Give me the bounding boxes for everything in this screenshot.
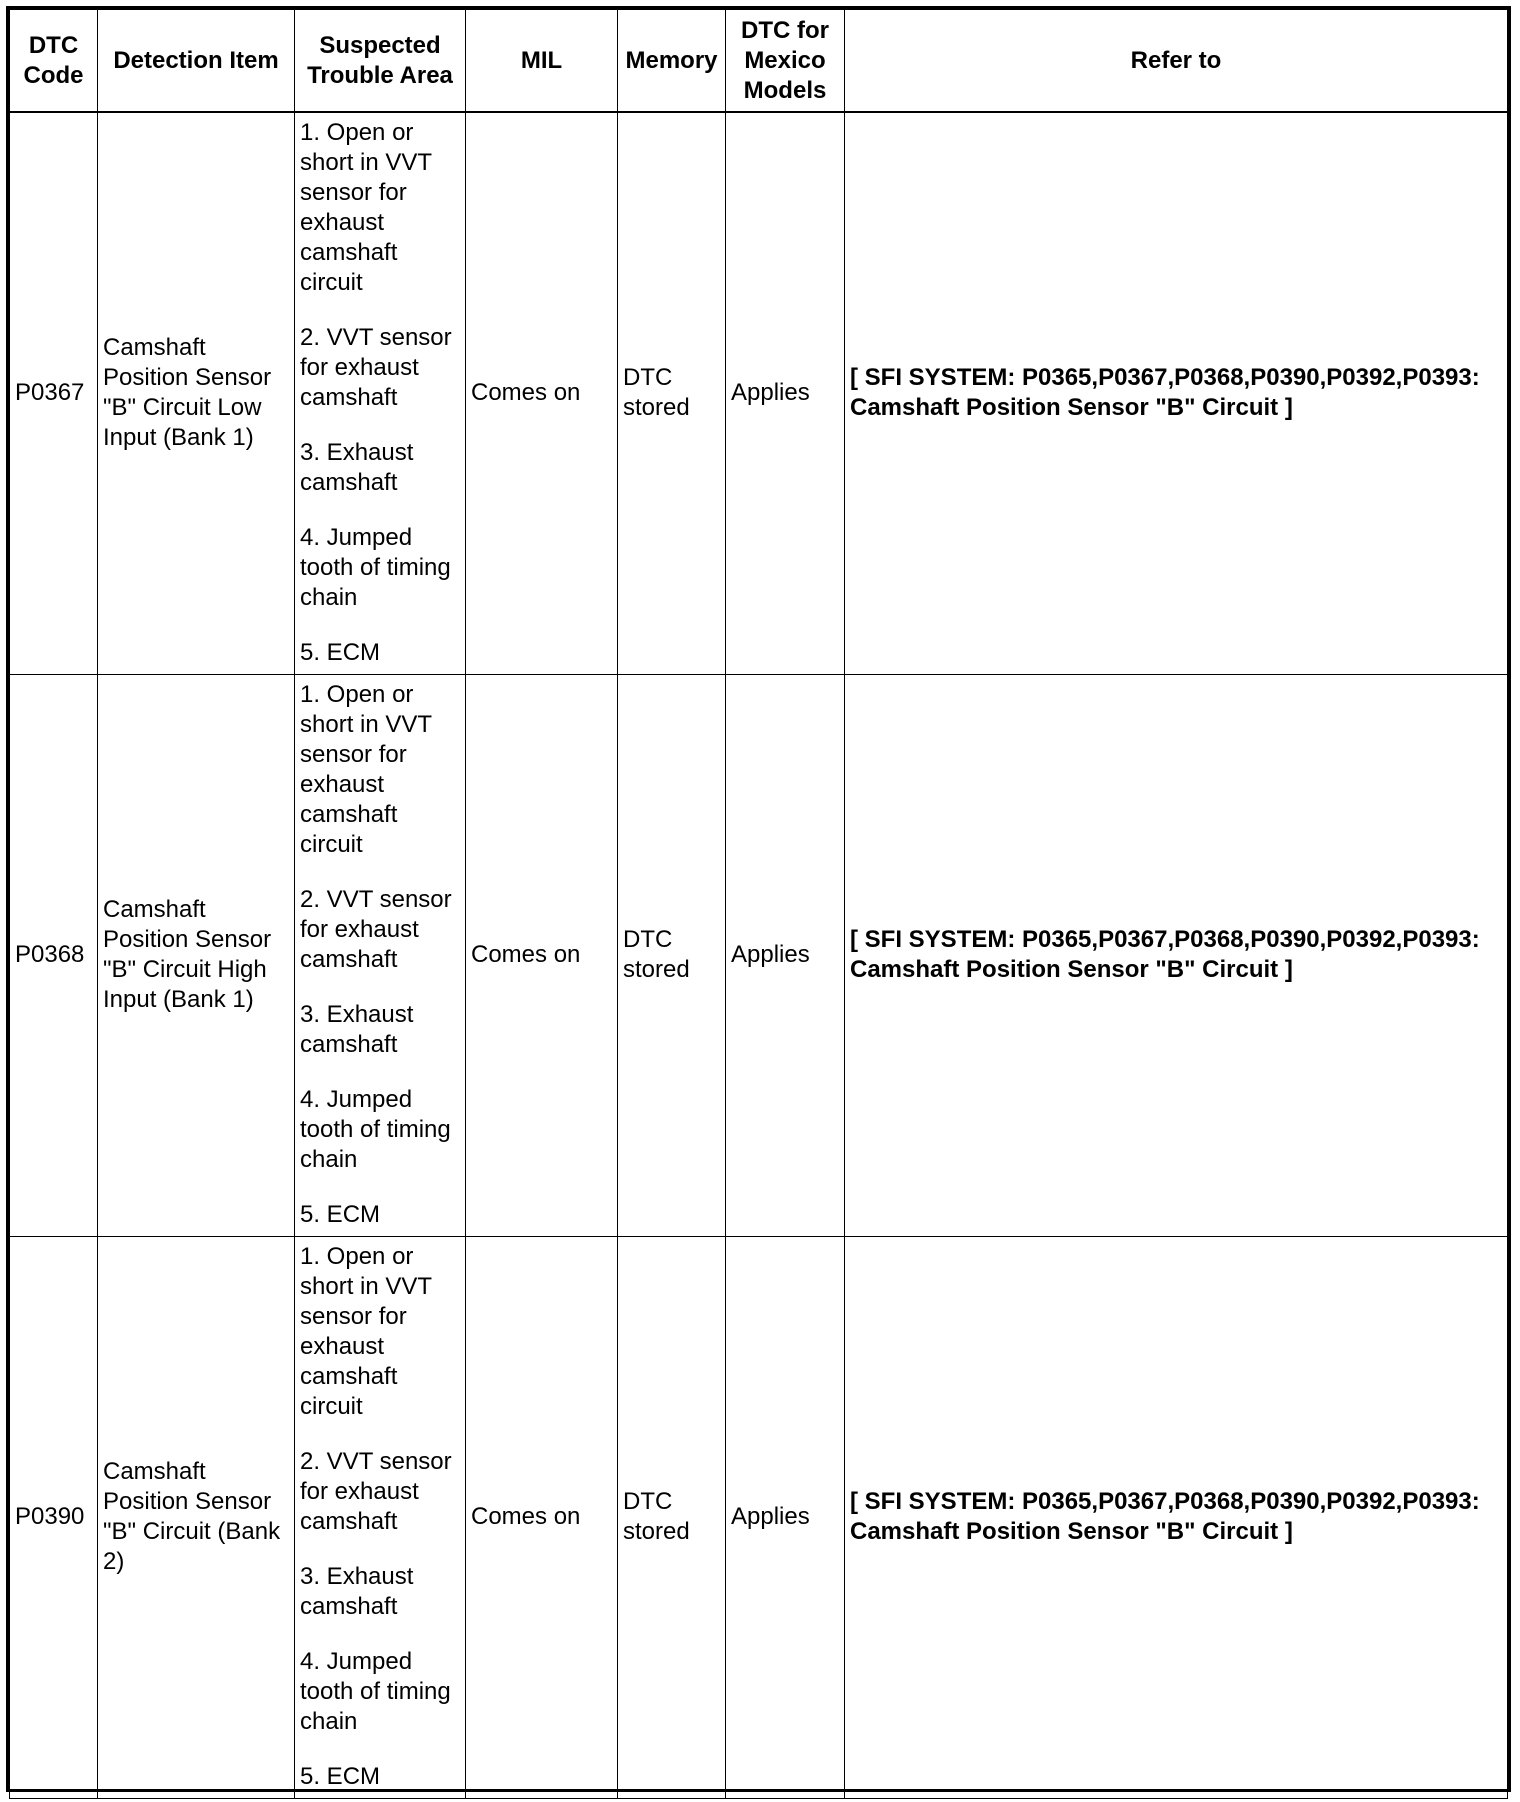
- dtc-code-cell: P0390: [10, 1236, 98, 1798]
- header-mil: MIL: [466, 10, 618, 113]
- trouble-area-item: 4. Jumped tooth of timing chain: [300, 1086, 451, 1173]
- memory-cell: DTC stored: [618, 112, 726, 674]
- mil-cell: Comes on: [466, 674, 618, 1236]
- trouble-area-item: 4. Jumped tooth of timing chain: [300, 1648, 451, 1735]
- dtc-table-frame: [6, 6, 1511, 1792]
- trouble-area-item: 4. Jumped tooth of timing chain: [300, 524, 451, 612]
- trouble-area-item: 5. ECM: [300, 1201, 381, 1228]
- trouble-area-item: 1. Open or short in VVT sensor for exhaust camshaft circuit: [300, 1243, 432, 1420]
- mil-cell: Comes on: [466, 1236, 618, 1798]
- detection-item-cell: Camshaft Position Sensor "B" Circuit (Bank 2): [98, 1236, 295, 1798]
- trouble-area-list: [300, 680, 460, 1230]
- trouble-area-list: [300, 118, 460, 668]
- trouble-area-item: 2. VVT sensor for exhaust camshaft: [300, 886, 452, 973]
- table-body: [10, 112, 1508, 1798]
- trouble-area-item: 2. VVT sensor for exhaust camshaft: [300, 1448, 452, 1535]
- mexico-cell: Applies: [726, 674, 845, 1236]
- trouble-area-item: 1. Open or short in VVT sensor for exhaust camshaft circuit: [300, 119, 432, 297]
- trouble-area-cell: [295, 112, 466, 674]
- header-row: [10, 10, 1508, 113]
- refer-to-link[interactable]: [ SFI SYSTEM: P0365,P0367,P0368,P0390,P0392,P0393: Camshaft Position Sensor "B" Circuit ]: [845, 1236, 1508, 1798]
- trouble-area-cell: [295, 1236, 466, 1798]
- detection-item-cell: Camshaft Position Sensor "B" Circuit Low Input (Bank 1): [98, 112, 295, 674]
- dtc-code-cell: P0368: [10, 674, 98, 1236]
- refer-to-link[interactable]: [ SFI SYSTEM: P0365,P0367,P0368,P0390,P0392,P0393: Camshaft Position Sensor "B" Circuit ]: [845, 674, 1508, 1236]
- header-suspected-trouble-area: Suspected Trouble Area: [295, 10, 466, 113]
- mil-cell: Comes on: [466, 112, 618, 674]
- table-row: [10, 112, 1508, 674]
- dtc-table: [9, 9, 1508, 1799]
- header-dtc-code: DTC Code: [10, 10, 98, 113]
- refer-to-link[interactable]: [ SFI SYSTEM: P0365,P0367,P0368,P0390,P0392,P0393: Camshaft Position Sensor "B" Circuit ]: [845, 112, 1508, 674]
- trouble-area-item: 5. ECM: [300, 1763, 381, 1790]
- mexico-cell: Applies: [726, 112, 845, 674]
- header-dtc-mexico: DTC for Mexico Models: [726, 10, 845, 113]
- trouble-area-item: 1. Open or short in VVT sensor for exhaust camshaft circuit: [300, 681, 432, 858]
- memory-cell: DTC stored: [618, 674, 726, 1236]
- trouble-area-item: 3. Exhaust camshaft: [300, 1001, 414, 1058]
- table-header: [10, 10, 1508, 113]
- table-row: [10, 674, 1508, 1236]
- trouble-area-item: 5. ECM: [300, 639, 381, 667]
- detection-item-cell: Camshaft Position Sensor "B" Circuit High Input (Bank 1): [98, 674, 295, 1236]
- dtc-code-cell: P0367: [10, 112, 98, 674]
- memory-cell: DTC stored: [618, 1236, 726, 1798]
- trouble-area-list: [300, 1242, 460, 1792]
- trouble-area-item: 3. Exhaust camshaft: [300, 1563, 414, 1620]
- trouble-area-item: 3. Exhaust camshaft: [300, 439, 414, 497]
- mexico-cell: Applies: [726, 1236, 845, 1798]
- trouble-area-cell: [295, 674, 466, 1236]
- header-refer-to: Refer to: [845, 10, 1508, 113]
- trouble-area-item: 2. VVT sensor for exhaust camshaft: [300, 324, 452, 412]
- header-detection-item: Detection Item: [98, 10, 295, 113]
- table-row: [10, 1236, 1508, 1798]
- header-memory: Memory: [618, 10, 726, 113]
